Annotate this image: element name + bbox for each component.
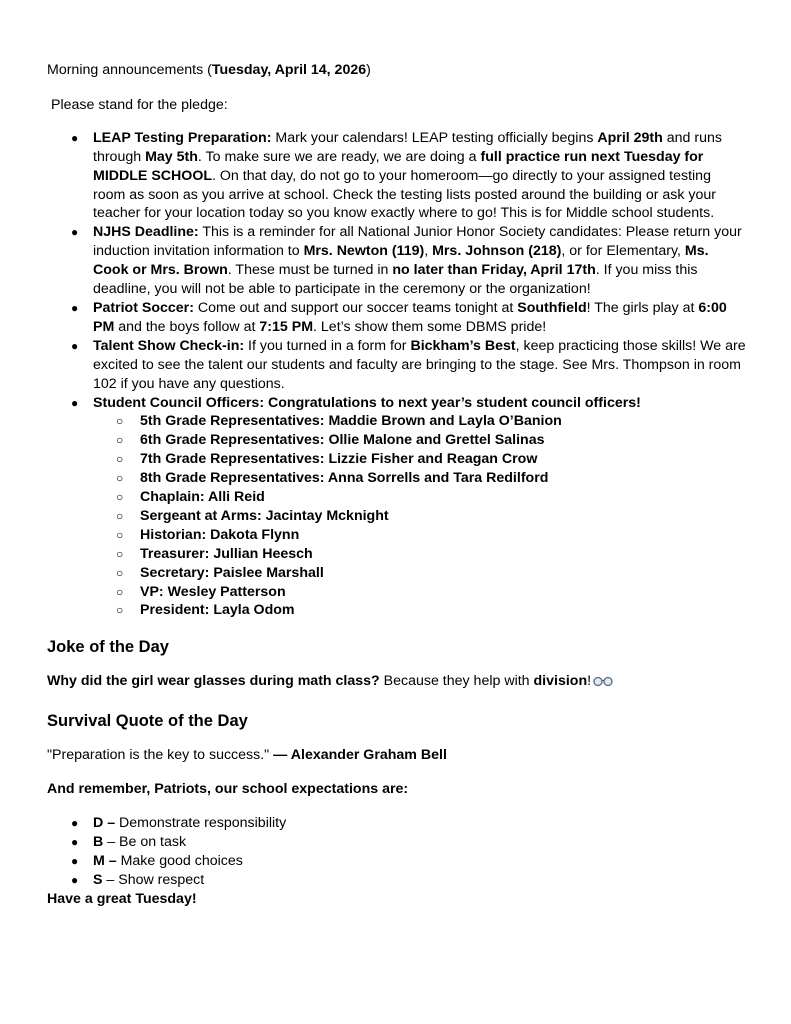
sub-bullet-icon: ○ — [116, 490, 124, 505]
expectations-list — [47, 814, 747, 890]
sub-bullet-icon: ○ — [116, 433, 124, 448]
officer-item: ○ President: Layla Odom — [116, 602, 295, 619]
officer-item: ○ Secretary: Paislee Marshall — [116, 564, 324, 581]
pledge-line: Please stand for the pledge: — [51, 96, 228, 113]
quote-text: "Preparation is the key to success." — Alexander Graham Bell — [47, 747, 447, 764]
officer-item: ○ 8th Grade Representatives: Anna Sorrells and Tara Redilford — [116, 470, 549, 487]
officer-item: ○ VP: Wesley Patterson — [116, 583, 286, 600]
quote-heading: Survival Quote of the Day — [47, 712, 248, 731]
sub-bullet-icon: ○ — [116, 546, 124, 561]
closing-line: Have a great Tuesday! — [47, 890, 197, 907]
expectations-intro: And remember, Patriots, our school expectations are: — [47, 781, 409, 798]
bullet-icon: ● — [71, 853, 79, 868]
joke-text: Why did the girl wear glasses during math class? Because they help with division! — [47, 672, 747, 693]
sub-bullet-icon: ○ — [116, 508, 124, 523]
officer-item: ○ 5th Grade Representatives: Maddie Brown and Layla O’Banion — [116, 413, 562, 430]
announcement-talent-show: ● Talent Show Check-in: If you turned in a form for Bickham’s Best, keep practicing those skills! We are excited to see the talent our students and faculty are bringing to the stage. See Mrs. Thompson in room 102 if you have any questions. — [71, 337, 746, 392]
bullet-icon: ● — [71, 395, 79, 410]
officer-item: ○ 6th Grade Representatives: Ollie Malone and Grettel Salinas — [116, 432, 545, 449]
sub-bullet-icon: ○ — [116, 527, 124, 542]
joke-heading: Joke of the Day — [47, 638, 169, 657]
sub-bullet-icon: ○ — [116, 603, 124, 618]
officer-item: ○ Chaplain: Alli Reid — [116, 489, 265, 506]
expectation-item: ● S – Show respect — [71, 871, 205, 888]
announcement-leap: ● LEAP Testing Preparation: Mark your calendars! LEAP testing officially begins April 29th and runs through May 5th. To make sure we are ready, we are doing a full practice run next Tuesday for MIDDLE SCHOOL. On that day, do not go to your homeroom—go directly to your assigned testing room as soon as you arrive at school. Check the testing lists posted around the building or ask your teacher for your location today so you know exactly where to go! This is for Middle school students. — [71, 129, 722, 222]
sub-bullet-icon: ○ — [116, 414, 124, 429]
glasses-icon — [593, 674, 613, 693]
bullet-icon: ● — [71, 835, 79, 849]
announcements-document — [47, 61, 747, 909]
announcement-njhs: ● NJHS Deadline: This is a reminder for all National Junior Honor Society candidates: Please return your induction invitation information to Mrs. Newton (119), Mrs. Johnson (218), or for Elementary, Ms. Cook or Mrs. Brown. These must be turned in no later than Friday, April 17th. If you miss this deadline, you will not be able to participate in the ceremony or the organization! — [71, 224, 742, 298]
officer-list — [93, 412, 747, 620]
announcement-date: Tuesday, April 14, 2026 — [211, 62, 367, 78]
sub-bullet-icon: ○ — [116, 584, 124, 599]
bullet-icon: ● — [71, 300, 79, 315]
document-title: Morning announcements (Tuesday, April 14, 2026) — [47, 62, 371, 78]
expectation-item: ● D – Demonstrate responsibility — [71, 815, 287, 832]
announcement-soccer: ● Patriot Soccer: Come out and support our soccer teams tonight at Southfield! The girls play at 6:00 PM and the boys follow at 7:15 PM. Let’s show them some DBMS pride! — [71, 299, 727, 335]
announcement-student-council: ● Student Council Officers: Congratulations to next year’s student council officers! ○ 5th Grade Representatives: Maddie Brown and Layla O’Banion ○ 6th Grade Representatives: Ollie Malone and Grettel Salinas ○ 7th Grade Representatives: Lizzie Fisher and Reagan Crow ○ 8th Grade Representatives: Anna Sorrells and Tara Redilford ○ Chaplain: Alli Reid ○ Sergeant at Arms: Jacintay Mcknight ○ Historian: Dakota Flynn ○ Treasurer: Jullian Heesch ○ Secretary: Paislee Marshall ○ VP: Wesley Patterson ○ President: Layla Odom — [47, 394, 747, 621]
sub-bullet-icon: ○ — [116, 452, 124, 467]
bullet-icon: ● — [71, 130, 79, 145]
officer-item: ○ Treasurer: Jullian Heesch — [116, 545, 313, 562]
sub-bullet-icon: ○ — [116, 565, 124, 580]
bullet-icon: ● — [71, 225, 79, 240]
expectation-item: ● M – Make good choices — [71, 852, 243, 869]
bullet-icon: ● — [71, 816, 79, 831]
expectation-item: ● B – Be on task — [71, 834, 187, 850]
officer-item: ○ Sergeant at Arms: Jacintay Mcknight — [116, 507, 389, 524]
announcement-list — [47, 129, 747, 621]
sub-bullet-icon: ○ — [116, 471, 124, 486]
bullet-icon: ● — [71, 872, 79, 887]
bullet-icon: ● — [71, 338, 79, 353]
officer-item: ○ 7th Grade Representatives: Lizzie Fisher and Reagan Crow — [116, 451, 538, 468]
officer-item: ○ Historian: Dakota Flynn — [116, 526, 300, 543]
